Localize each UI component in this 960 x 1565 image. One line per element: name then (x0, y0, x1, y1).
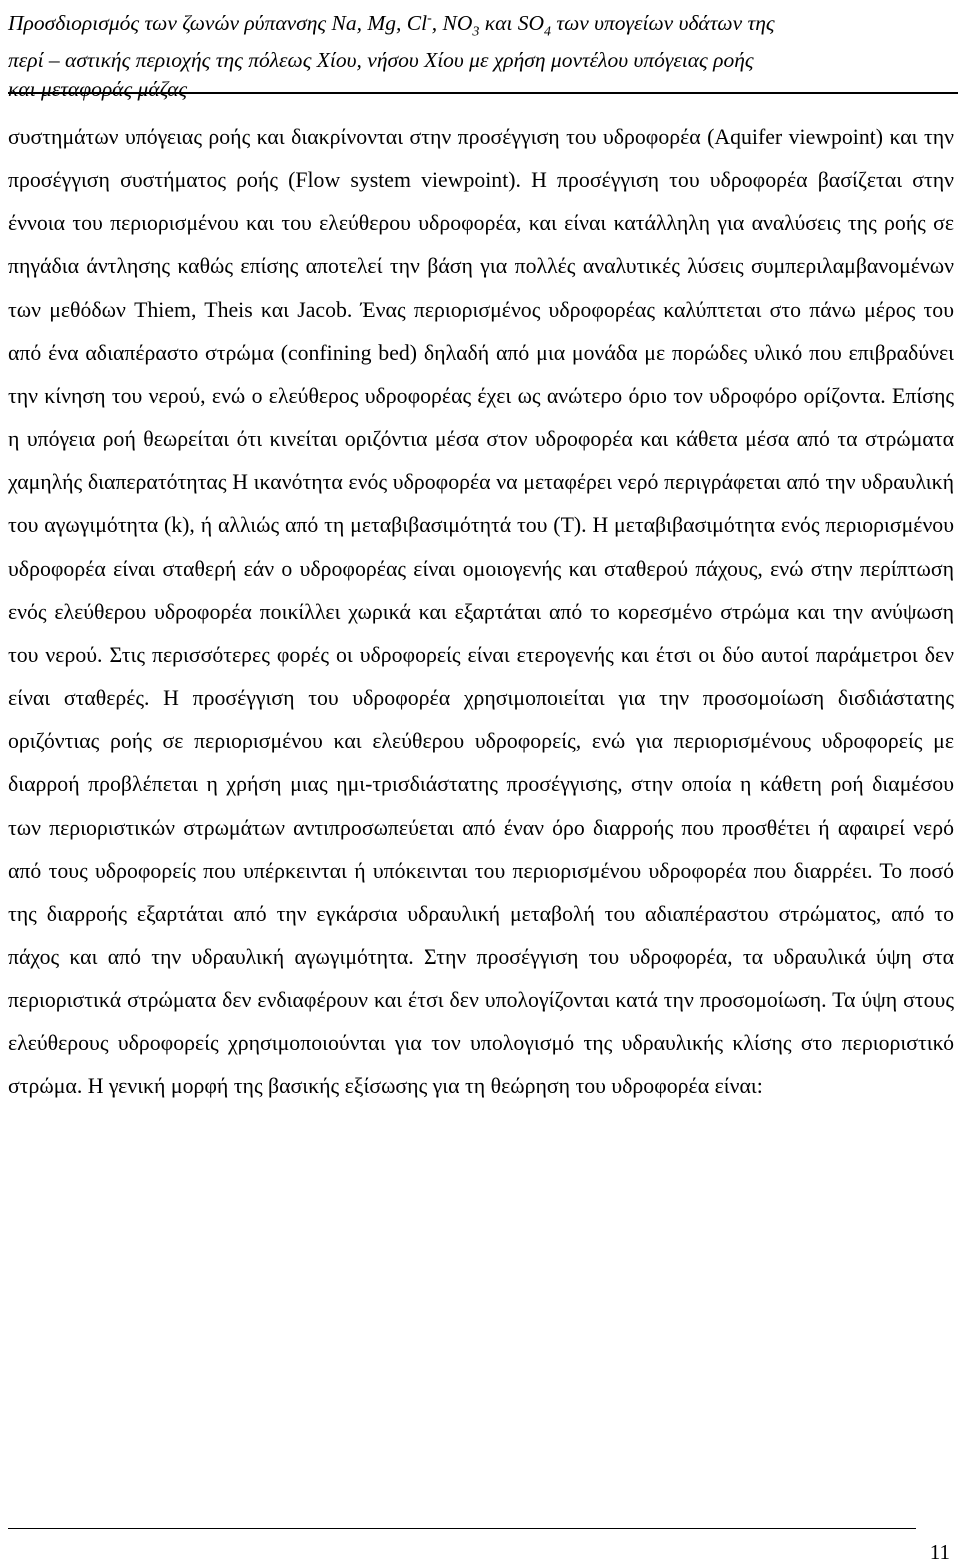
header-divider (8, 92, 958, 94)
header-line-1-end: των υπογείων υδάτων της (551, 11, 775, 36)
header-line-1-start: Προσδιορισμός των ζωνών ρύπανσης Na, Mg, Cl (8, 11, 428, 36)
header-line-1 (8, 4, 954, 46)
header-line-2: περί – αστικής περιοχής της πόλεως Χίου, νήσου Χίου με χρήση μοντέλου υπόγειας ροής (8, 48, 754, 73)
sulfate-subscript: 4 (544, 24, 551, 40)
page-number: 11 (929, 1540, 950, 1564)
footer-divider (8, 1528, 916, 1529)
body-paragraph: συστημάτων υπόγειας ροής και διακρίνονται στην προσέγγιση του υδροφορέα (Aquifer viewpoint) και την προσέγγιση συστήματος ροής (Flow system viewpoint). Η προσέγγιση του υδροφορέα βασίζεται στην έννοια του περιορισμένου και του ελεύθερου υδροφορέα, και είναι κατάλληλη για αναλύσεις της ροής σε πηγάδια άντλησης καθώς επίσης αποτελεί την βάση για πολλές αναλυτικές λύσεις συμπεριλαμβανομένων των μεθόδων Thiem, Theis και Jacob. Ένας περιορισμένος υδροφορέας καλύπτεται στο πάνω μέρος του από ένα αδιαπέραστο στρώμα (confining bed) δηλαδή από μια μονάδα με πορώδες υλικό που επιβραδύνει την κίνηση του νερού, ενώ ο ελεύθερος υδροφορέας έχει ως ανώτερο όριο τον υδροφόρο ορίζοντα. Επίσης η υπόγεια ροή θεωρείται ότι κινείται οριζόντια μέσα στον υδροφορέα και κάθετα μέσα από τα στρώματα χαμηλής διαπερατότητας Η ικανότητα ενός υδροφορέα να μεταφέρει νερό περιγράφεται από την υδραυλική του αγωγιμότητα (k), ή αλλιώς από τη μεταβιβασιμότητά του (T). Η μεταβιβασιμότητα ενός περιορισμένου υδροφορέα είναι σταθερή εάν ο υδροφορέας είναι ομοιογενής και σταθερού πάχους, ενώ στην περίπτωση ενός ελεύθερου υδροφορέα ποικίλλει χωρικά και εξαρτάται από το κορεσμένο στρώμα και την ανύψωση του νερού. Στις περισσότερες φορές οι υδροφορείς είναι ετερογενής και έτσι οι δύο αυτοί παράμετροι δεν είναι σταθερές. Η προσέγγιση του υδροφορέα χρησιμοποιείται για την προσομοίωση δισδιάστατης οριζόντιας ροής σε περιορισμένου και ελεύθερου υδροφορείς, ενώ για περιορισμένους υδροφορείς με διαρροή προβλέπεται η χρήση μιας ημι-τρισδιάστατης προσέγγισης, στην οποία η κάθετη ροή διαμέσου των περιοριστικών στρωμάτων αντιπροσωπεύεται από έναν όρο διαρροής που προσθέτει ή αφαιρεί νερό από τους υδροφορείς που υπέρκεινται ή υπόκεινται του περιορισμένου υδροφορέα που διαρρέει. Το ποσό της διαρροής εξαρτάται από την εγκάρσια υδραυλική μεταβολή του αδιαπέραστου στρώματος, από το πάχος και από την υδραυλική αγωγιμότητα. Στην προσέγγιση του υδροφορέα, τα υδραυλικά ύψη στα περιοριστικά στρώματα δεν ενδιαφέρουν και έτσι δεν υπολογίζονται κατά την προσομοίωση. Τα ύψη στους ελεύθερους υδροφορείς χρησιμοποιούνται για τον υπολογισμό της υδραυλικής κλίσης στο περιοριστικό στρώμα. Η γενική μορφή της βασικής εξίσωσης για τη θεώρηση του υδροφορέα είναι: (8, 125, 954, 1099)
header-line-1-mid2: και SO (479, 11, 544, 36)
header-line-1-mid1: , NO (431, 11, 473, 36)
nitrate-subscript: 3 (472, 24, 480, 40)
running-header (8, 4, 954, 104)
chloride-charge-sup: - (427, 11, 432, 26)
header-line-3: και μεταφοράς μάζας (8, 77, 188, 102)
